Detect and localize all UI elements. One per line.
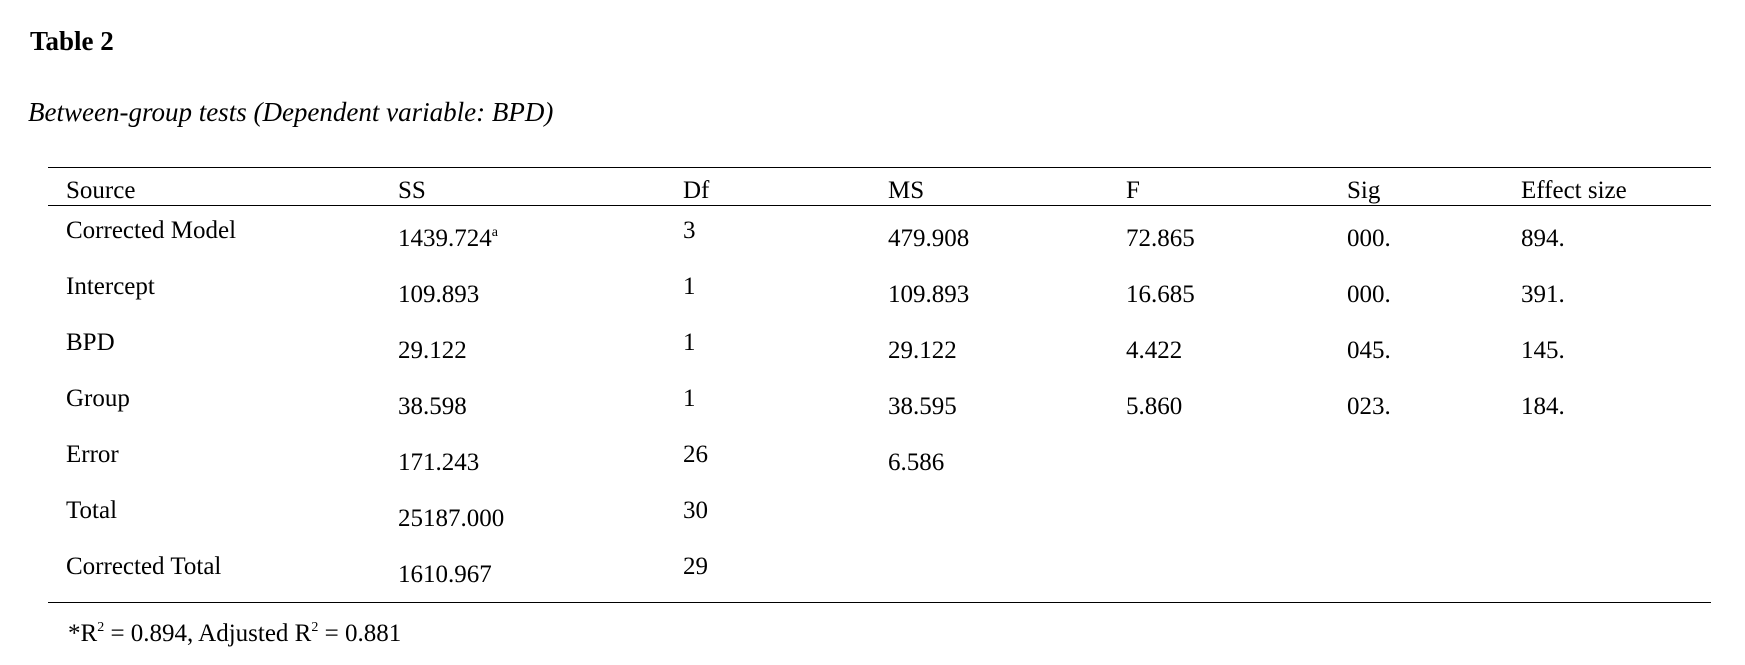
footnote-superscript: 2 [311, 620, 319, 635]
cell-ss: 29.122 [398, 337, 467, 364]
cell-ss: 171.243 [398, 449, 480, 476]
table-bottom-rule [48, 602, 1711, 603]
footnote-part: = 0.894, Adjusted R [104, 620, 312, 647]
cell-source: Total [66, 497, 118, 524]
cell-sig: 045. [1347, 337, 1391, 364]
header-df: Df [683, 177, 710, 204]
cell-df: 1 [683, 273, 696, 300]
cell-sig: 000. [1347, 225, 1391, 252]
header-ss: SS [398, 177, 426, 204]
cell-ss: 109.893 [398, 281, 480, 308]
cell-df: 29 [683, 553, 708, 580]
cell-source: Corrected Total [66, 553, 222, 580]
header-source: Source [66, 177, 136, 204]
cell-ms: 38.595 [888, 393, 957, 420]
cell-ms: 479.908 [888, 225, 970, 252]
cell-ss: 38.598 [398, 393, 467, 420]
footnote-part: = 0.881 [318, 620, 402, 647]
cell-f: 72.865 [1126, 225, 1195, 252]
cell-source: Error [66, 441, 119, 468]
table-top-rule [48, 167, 1711, 168]
cell-df: 3 [683, 217, 696, 244]
cell-ms: 6.586 [888, 449, 945, 476]
cell-effect-size: 184. [1521, 393, 1565, 420]
cell-sig: 023. [1347, 393, 1391, 420]
cell-ms: 109.893 [888, 281, 970, 308]
cell-ss [398, 226, 498, 251]
cell-source: Group [66, 385, 130, 412]
cell-effect-size: 894. [1521, 225, 1565, 252]
cell-effect-size: 145. [1521, 337, 1565, 364]
cell-df: 30 [683, 497, 708, 524]
cell-df: 26 [683, 441, 708, 468]
cell-f: 16.685 [1126, 281, 1195, 308]
header-ms: MS [888, 177, 925, 204]
cell-source: BPD [66, 329, 115, 356]
cell-ss-footnote-mark: a [491, 225, 498, 240]
cell-f: 4.422 [1126, 337, 1183, 364]
cell-f: 5.860 [1126, 393, 1183, 420]
header-sig: Sig [1347, 177, 1381, 204]
cell-ss: 1610.967 [398, 561, 492, 588]
table-header-rule [48, 205, 1711, 206]
table-caption: Between-group tests (Dependent variable: BPD) [28, 97, 554, 127]
footnote-part: *R [68, 620, 98, 647]
cell-sig: 000. [1347, 281, 1391, 308]
header-effect-size: Effect size [1521, 177, 1627, 204]
cell-ss-value: 1439.724 [398, 225, 492, 252]
cell-source: Intercept [66, 273, 155, 300]
table-footnote [68, 621, 401, 646]
header-f: F [1126, 177, 1140, 204]
cell-ms: 29.122 [888, 337, 957, 364]
cell-effect-size: 391. [1521, 281, 1565, 308]
table-label: Table 2 [30, 26, 114, 56]
cell-df: 1 [683, 385, 696, 412]
cell-df: 1 [683, 329, 696, 356]
cell-ss: 25187.000 [398, 505, 505, 532]
footnote-superscript: 2 [97, 620, 105, 635]
cell-source: Corrected Model [66, 217, 237, 244]
